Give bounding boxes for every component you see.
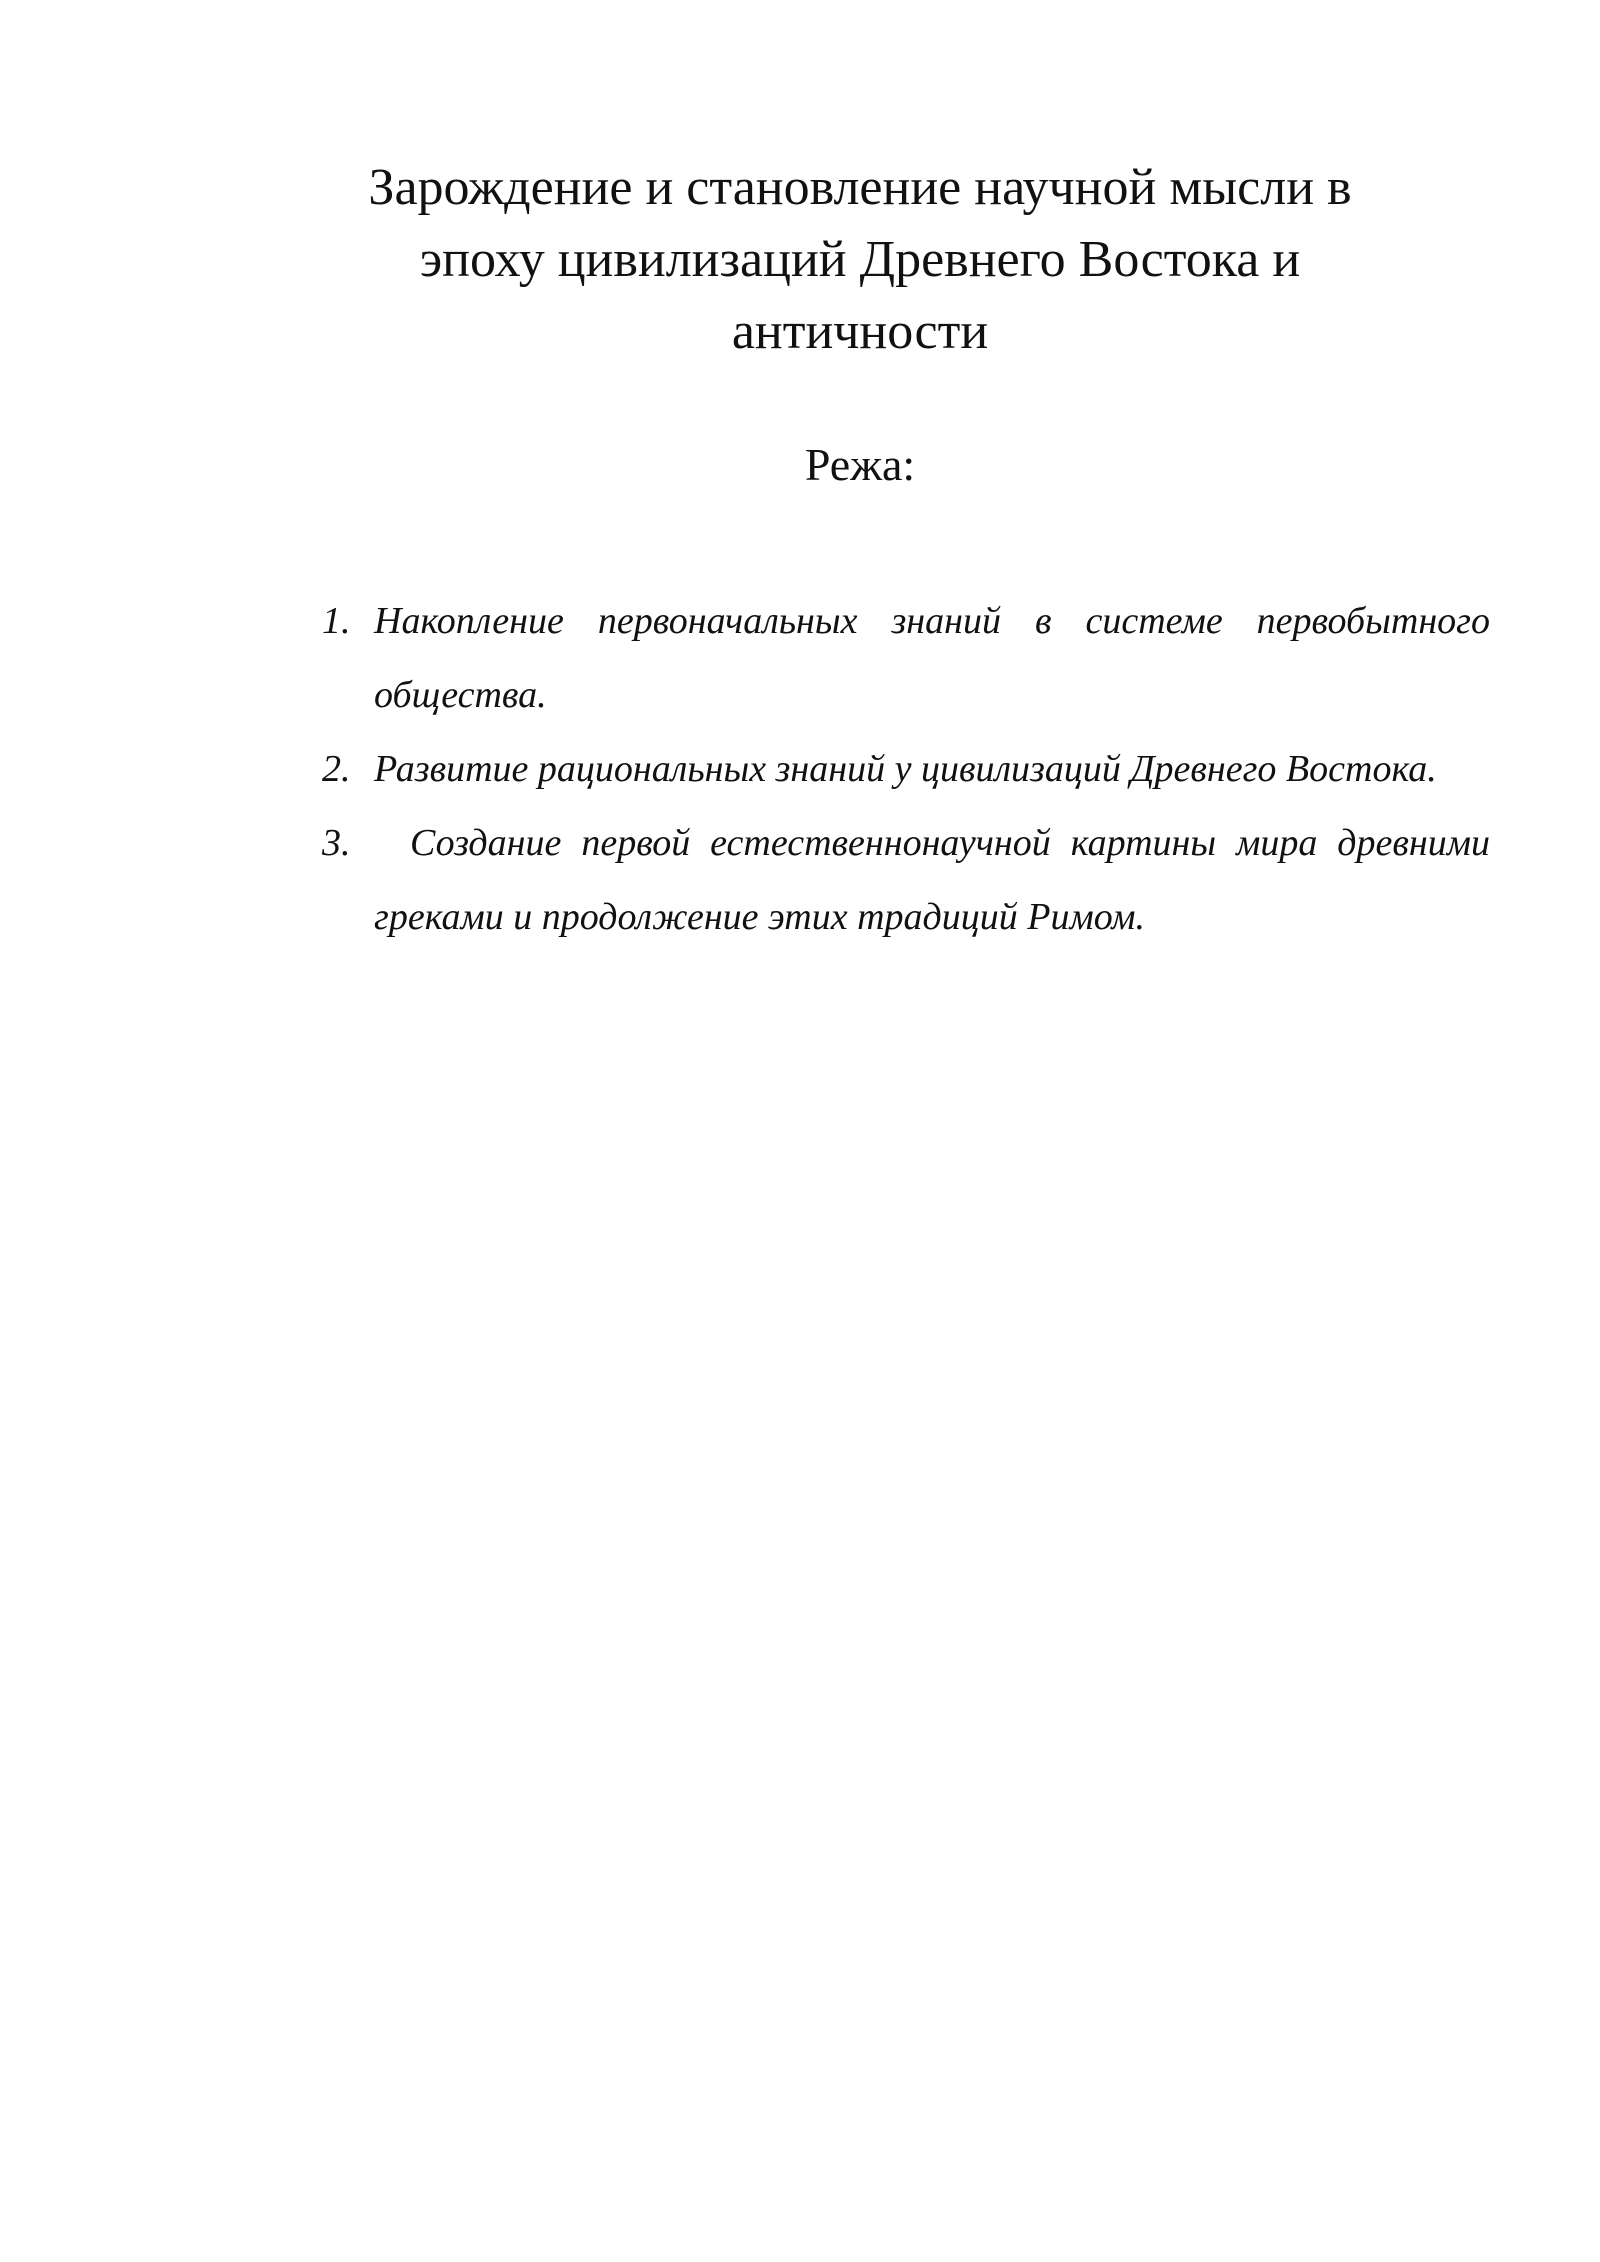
title-line-1: Зарождение и становление научной мысли в xyxy=(368,159,1352,216)
title-line-3: античности xyxy=(731,303,989,360)
title-line-2: эпоху цивилизаций Древнего Востока и xyxy=(419,231,1301,288)
plan-heading: Режа: xyxy=(804,439,916,490)
plan-item-number: 3. xyxy=(322,822,351,864)
plan-item-text: Развитие рациональных знаний у цивилизаций Древнего Востока. xyxy=(374,748,1437,790)
plan-item-text: Создание первой естественнонаучной картины мира древними греками и продолжение этих традиций Римом. xyxy=(374,822,1490,938)
plan-item-3 xyxy=(322,806,1490,954)
document-title xyxy=(250,152,1470,368)
plan-item-2 xyxy=(322,732,1490,806)
plan-item-number: 2. xyxy=(322,748,351,790)
plan-item-text: Накопление первоначальных знаний в системе первобытного общества. xyxy=(374,600,1490,716)
plan-item-number: 1. xyxy=(322,600,351,642)
plan-item-1 xyxy=(322,584,1490,732)
plan-list xyxy=(322,584,1490,954)
